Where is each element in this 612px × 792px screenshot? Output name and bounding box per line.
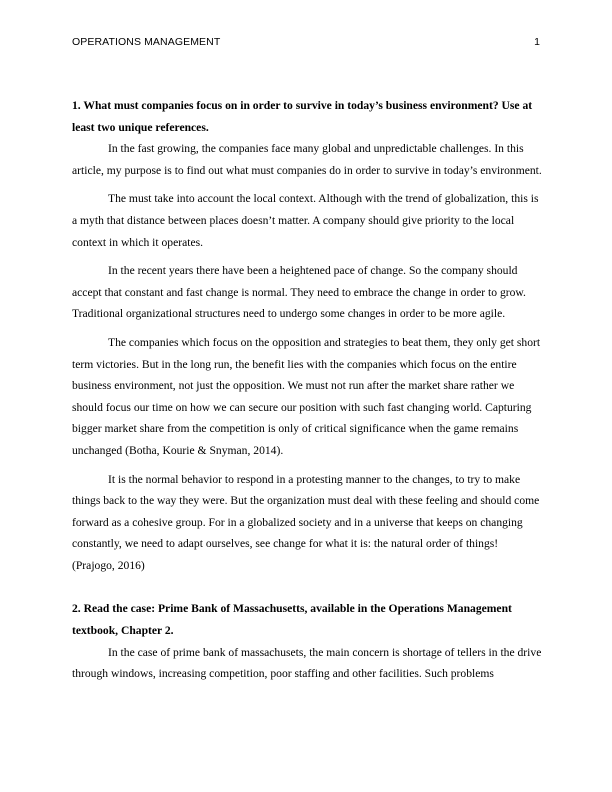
paragraph: The must take into account the local context. Although with the trend of globalization, this is a myth that distance between places doesn’t matter. A company should give priority to the local context in which it operates. (72, 192, 539, 249)
question-1-heading: 1. What must companies focus on in order to survive in today’s business environment? Use at least two unique references. (72, 99, 533, 134)
page-number: 1 (534, 36, 540, 48)
paragraph: In the fast growing, the companies face many global and unpredictable challenges. In this article, my purpose is to find out what must companies do in order to survive in today’s environment. (72, 142, 542, 177)
paragraph: The companies which focus on the opposition and strategies to beat them, they only get short term victories. But in the long run, the benefit lies with the companies which focus on the entire business environment, not just the opposition. We must not run after the market share rather we should focus our time on how we can secure our position with such fast changing world. Capturing bigger market share from the competition is only of critical significance when the game remains unchanged (Botha, Kourie & Snyman, 2014). (72, 335, 541, 457)
paragraph: It is the normal behavior to respond in a protesting manner to the changes, to try to make things back to the way they were. But the organization must deal with these feeling and should come forward as a cohesive group. For in a globalized society and in a universe that keeps on changing constantly, we need to adapt ourselves, see change for what it is: the natural order of things! (Prajogo, 2016) (72, 472, 540, 572)
question-2-heading: 2. Read the case: Prime Bank of Massachusetts, available in the Operations Management textbook, Chapter 2. (72, 602, 512, 638)
running-head: OPERATIONS MANAGEMENT (72, 36, 221, 48)
document-body (72, 95, 542, 692)
section-spacer (72, 583, 542, 598)
paragraph: In the recent years there have been a heightened pace of change. So the company should accept that constant and fast change is normal. They need to embrace the change in order to grow. Traditional organizational structures need to undergo some changes in order to be more agile. (72, 264, 526, 321)
paragraph: In the case of prime bank of massachusets, the main concern is shortage of tellers in the drive through windows, increasing competition, poor staffing and other facilities. Such problems (72, 645, 542, 681)
